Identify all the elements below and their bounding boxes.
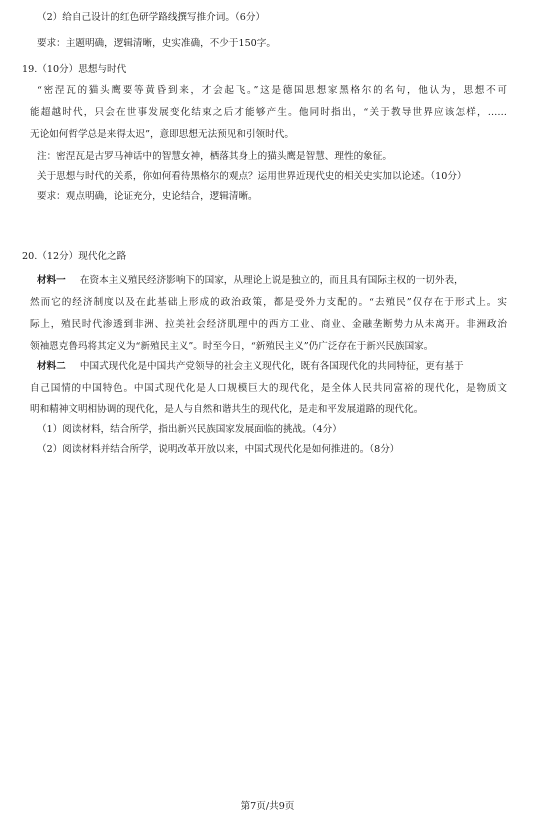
- q20-material1-line: 然而它的经济制度以及在此基础上形成的政治政策，都是受外力支配的。“去殖民”仅存在于形式上。实: [30, 297, 507, 308]
- material1-text: 在资本主义殖民经济影响下的国家，从理论上说是独立的，而且具有国际主权的一切外表，: [79, 275, 464, 286]
- q19-quote-line: “密涅瓦的猫头鹰要等黄昏到来，才会起飞。”这是德国思想家黑格尔的名句，他认为，思想不可: [37, 85, 507, 96]
- q20-material1-line: 际上，殖民时代渗透到非洲、拉美社会经济肌理中的西方工业、商业、金融垄断势力从未离开。非洲政治: [30, 319, 507, 330]
- q18-part2-requirement: 要求：主题明确，逻辑清晰，史实准确，不少于150字。: [37, 38, 276, 49]
- q19-heading: 19.（10分）思想与时代: [22, 64, 127, 75]
- material1-label: 材料一: [37, 275, 66, 286]
- page-number-footer: 第7页/共9页: [240, 801, 295, 812]
- q19-question: 关于思想与时代的关系，你如何看待黑格尔的观点？运用世界近现代史的相关史实加以论述。（10分）: [37, 171, 467, 182]
- q20-material2-line: 明和精神文明相协调的现代化，是人与自然和谐共生的现代化，是走和平发展道路的现代化。: [30, 404, 424, 415]
- q19-requirement: 要求：观点明确，论证充分，史论结合，逻辑清晰。: [37, 191, 258, 202]
- q19-quote-line: 能超越时代，只会在世事发展变化结束之后才能够产生。他同时指出，“关于教导世界应该怎样，……: [30, 107, 507, 118]
- q20-material1-line: 领袖恩克鲁玛将其定义为“新殖民主义”。时至今日，“新殖民主义”仍广泛存在于新兴民族国家。: [30, 341, 434, 352]
- q20-heading: 20.（12分）现代化之路: [22, 251, 127, 262]
- q20-material2-first-line: [37, 360, 507, 373]
- q19-quote-line: 无论如何哲学总是来得太迟”，意即思想无法预见和引领时代。: [30, 129, 294, 140]
- q20-subquestion-1: （1）阅读材料，结合所学，指出新兴民族国家发展面临的挑战。（4分）: [37, 424, 342, 435]
- q20-subquestion-2: （2）阅读材料并结合所学，说明改革开放以来，中国式现代化是如何推进的。（8分）: [37, 444, 400, 455]
- q19-note: 注：密涅瓦是古罗马神话中的智慧女神，栖落其身上的猫头鹰是智慧、理性的象征。: [37, 151, 392, 162]
- q20-material1-first-line: [37, 274, 507, 287]
- material2-label: 材料二: [37, 361, 66, 372]
- q20-material2-line: 自己国情的中国特色。中国式现代化是人口规模巨大的现代化，是全体人民共同富裕的现代化，是物质文: [30, 383, 507, 394]
- material2-text: 中国式现代化是中国共产党领导的社会主义现代化，既有各国现代化的共同特征，更有基于: [79, 361, 464, 372]
- q18-part2-task: （2）给自己设计的红色研学路线撰写推介词。（6分）: [37, 12, 266, 23]
